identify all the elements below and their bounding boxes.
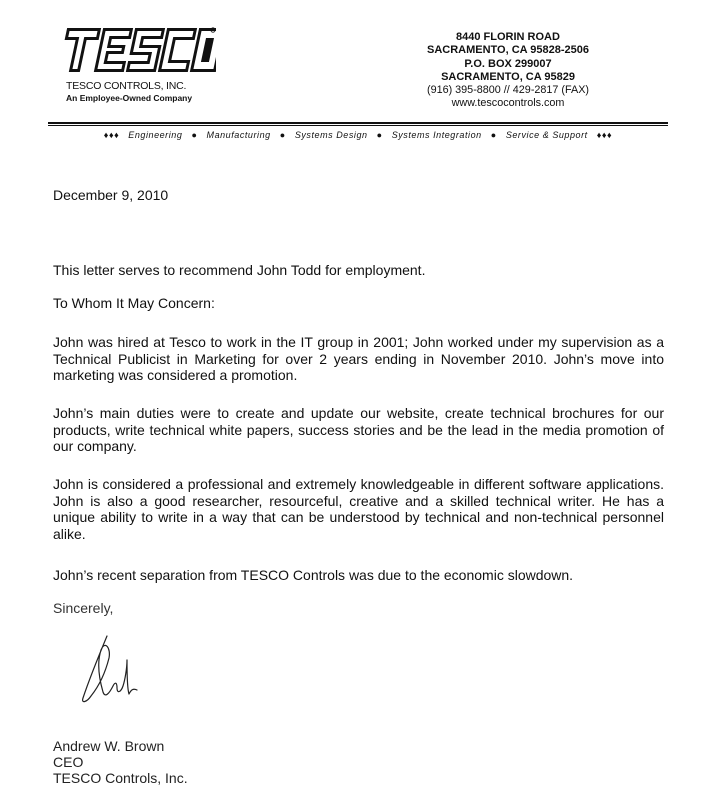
address-street: 8440 FLORIN ROAD <box>456 31 560 43</box>
signer-block <box>53 738 188 787</box>
address-phone: (916) 395-8800 // 429-2817 (FAX) <box>426 84 590 97</box>
company-name: TESCO CONTROLS, INC. <box>66 80 187 92</box>
body-paragraph: John is considered a professional and extremely knowledgeable in different software applications. John is also a good researcher, resourceful, creative and a skilled technical writer. He has a unique ability to write in a way that can be understood by technical and non-technical personnel alike. <box>53 476 664 542</box>
handwritten-signature <box>75 630 155 710</box>
service-systems-design: Systems Design <box>294 130 368 140</box>
signer-name: Andrew W. Brown <box>53 738 165 754</box>
header-divider <box>48 122 668 124</box>
service-manufacturing: Manufacturing <box>206 130 271 140</box>
bullet-icon: ● <box>376 130 383 140</box>
body-paragraph: John’s main duties were to create and update our website, create technical brochures for our products, write technical white papers, success stories and be the lead in the media promotion of our company. <box>53 405 664 455</box>
service-systems-integration: Systems Integration <box>391 130 482 140</box>
bullet-icon: ● <box>279 130 286 140</box>
service-support: Service & Support <box>505 130 588 140</box>
signer-title: CEO <box>53 754 84 771</box>
body-paragraph: John was hired at Tesco to work in the IT group in 2001; John worked under my supervision as a Technical Publicist in Marketing for over 2 years ending in November 2010. John’s move into marketing was considered a promotion. <box>53 334 664 384</box>
bullet-icon: ● <box>191 130 198 140</box>
address-po-city: SACRAMENTO, CA 95829 <box>441 70 575 83</box>
bullet-icon: ● <box>490 130 497 140</box>
ornament-left: ♦♦♦ <box>103 130 120 140</box>
services-line <box>50 130 666 140</box>
letter-intro: This letter serves to recommend John Todd for employment. <box>53 262 426 278</box>
signer-company: TESCO Controls, Inc. <box>53 770 188 787</box>
tesco-logo <box>56 24 216 76</box>
ornament-right: ♦♦♦ <box>596 130 613 140</box>
letter-greeting: To Whom It May Concern: <box>53 295 215 311</box>
company-tagline: An Employee-Owned Company <box>66 93 193 103</box>
address-city: SACRAMENTO, CA 95828-2506 <box>426 44 589 57</box>
header-divider-thin <box>48 125 668 126</box>
service-engineering: Engineering <box>128 130 183 140</box>
letter-closing: Sincerely, <box>53 600 114 616</box>
company-address <box>358 31 658 111</box>
letter-date: December 9, 2010 <box>53 187 169 203</box>
address-po-box: P.O. BOX 299007 <box>464 57 552 70</box>
company-website: www.tescocontrols.com <box>451 97 565 110</box>
body-paragraph: John’s recent separation from TESCO Controls was due to the economic slowdown. <box>53 567 574 583</box>
